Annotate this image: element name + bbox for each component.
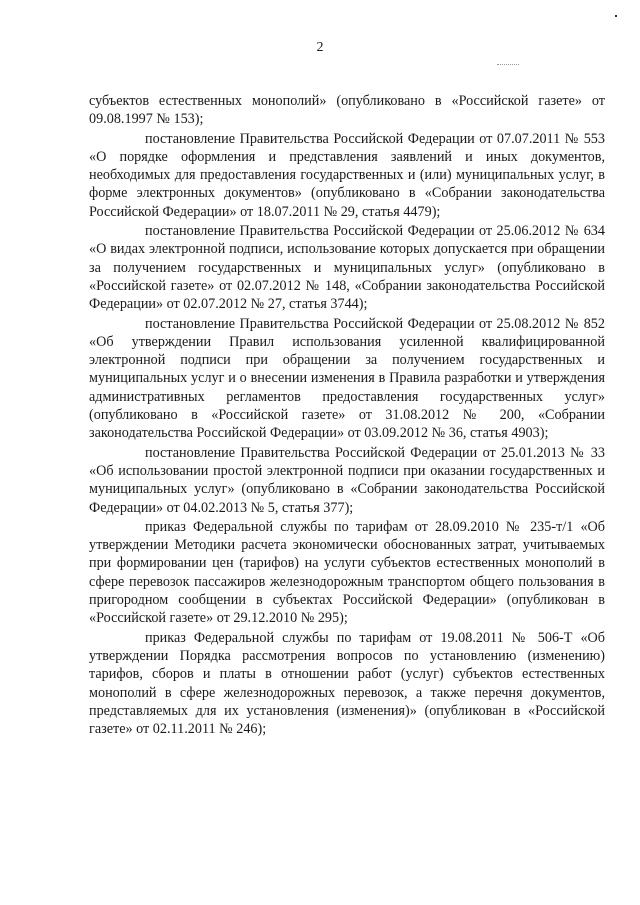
paragraph-3: постановление Правительства Российской Федерации от 25.06.2012 № 634 «О видах электронной подписи, использование которых допускается при обращении за получением государственных и муниципальных услуг» (опубликовано в «Российской газете» от 02.07.2012 № 148, «Собрании законодательства Российской Федерации» от 02.07.2012 № 27, статья 3744); <box>89 223 605 313</box>
page-number: 2 <box>316 40 324 55</box>
document-body <box>89 92 605 739</box>
paragraph-7: приказ Федеральной службы по тарифам от 19.08.2011 № 506-Т «Об утверждении Порядка рассмотрения вопросов по установлению (изменению) тарифов, сборов и платы в отношении работ (услуг) субъектов естественных монополий в сфере железнодорожных перевозок, а также перечня документов, представляемых для их установления (изменения)» (опубликован в «Российской газете» от 02.11.2011 № 246); <box>89 629 605 738</box>
scan-dots <box>497 64 519 65</box>
paragraph-4: постановление Правительства Российской Федерации от 25.08.2012 № 852 «Об утверждении Правил использования усиленной квалифицированной электронной подписи при обращении за получением государственных и муниципальных услуг и о внесении изменения в Правила разработки и утверждения административных регламентов предоставления государственных услуг» (опубликовано в «Российской газете» от 31.08.2012 № 200, «Собрании законодательства Российской Федерации» от 03.09.2012 № 36, статья 4903); <box>89 315 605 442</box>
paragraph-6: приказ Федеральной службы по тарифам от 28.09.2010 № 235-т/1 «Об утверждении Методики расчета экономически обоснованных затрат, учитываемых при формировании цен (тарифов) на услуги субъектов естественных монополий в сфере перевозок пассажиров железнодорожным транспортом общего пользования в пригородном сообщении в субъектах Российской Федерации» (опубликован в «Российской газете» от 29.12.2010 № 295); <box>89 518 605 627</box>
scan-mark <box>615 15 617 17</box>
paragraph-1: субъектов естественных монополий» (опубликовано в «Российской газете» от 09.08.1997 № 153); <box>89 93 605 128</box>
paragraph-5: постановление Правительства Российской Федерации от 25.01.2013 № 33 «Об использовании простой электронной подписи при оказании государственных и муниципальных услуг» (опубликовано в «Собрании законодательства Российской Федерации» от 04.02.2013 № 5, статья 377); <box>89 444 605 516</box>
paragraph-2: постановление Правительства Российской Федерации от 07.07.2011 № 553 «О порядке оформления и представления заявлений и иных документов, необходимых для предоставления государственных и (или) муниципальных услуг, в форме электронных документов» (опубликовано в «Собрании законодательства Российской Федерации» от 18.07.2011 № 29, статья 4479); <box>89 130 605 220</box>
